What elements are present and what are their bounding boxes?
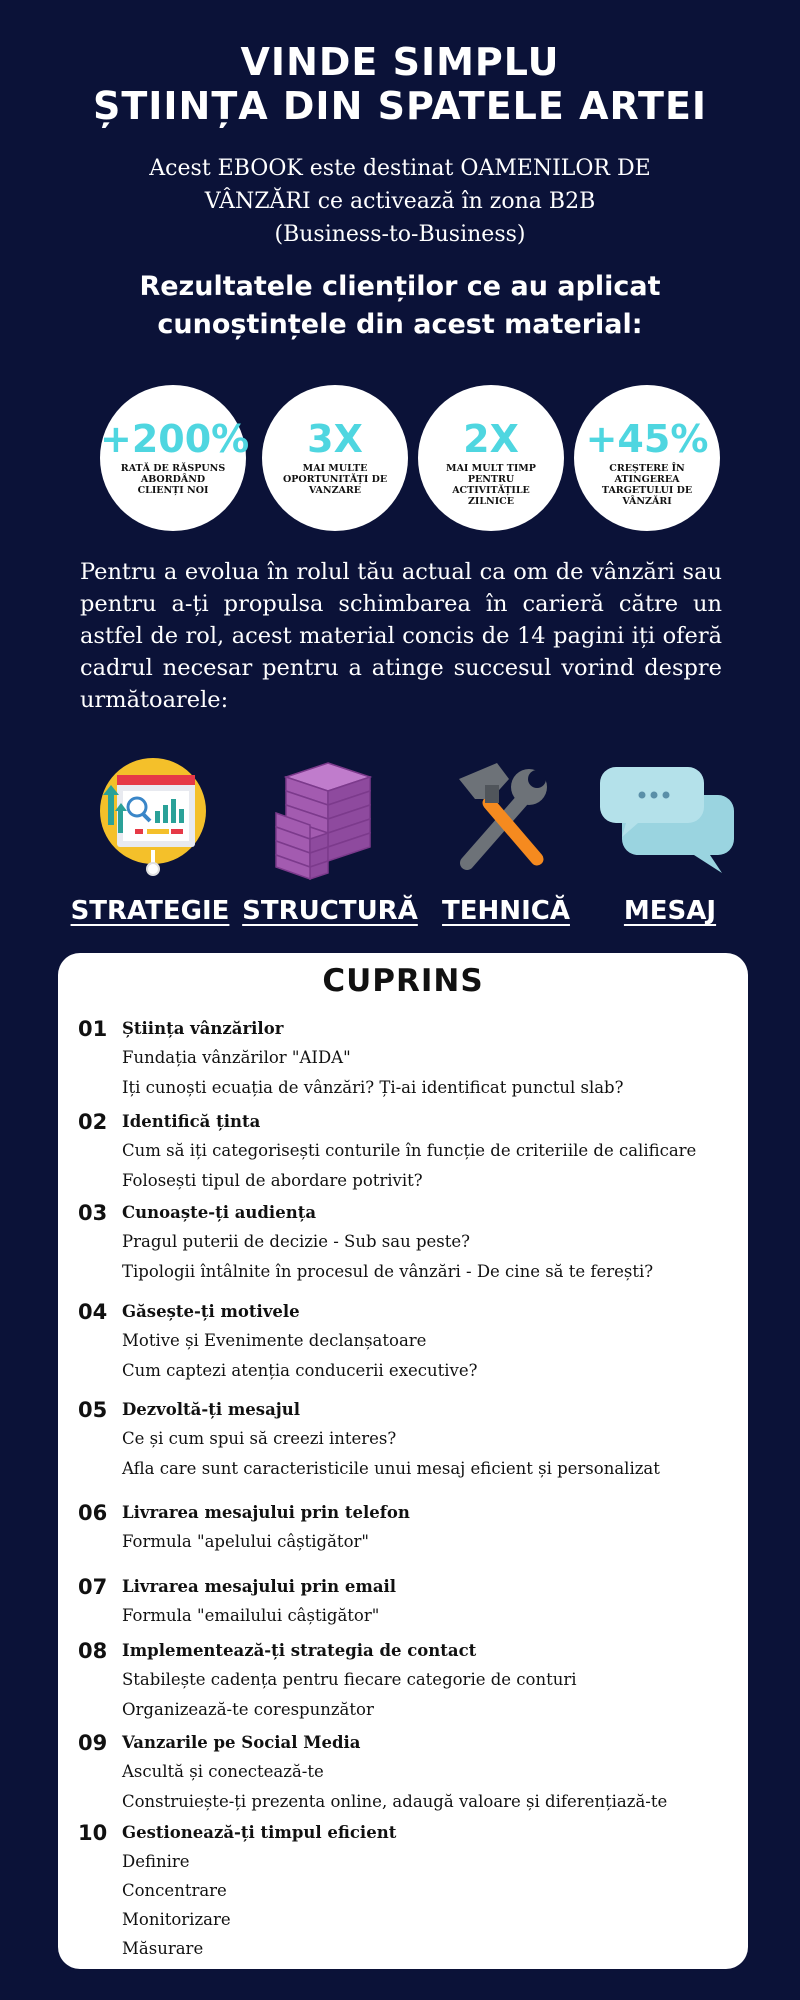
- toc-section-title: Cunoaște-ți audiența: [122, 1203, 317, 1222]
- toc-item: Monitorizare: [122, 1910, 231, 1929]
- toc-item: Motive și Evenimente declanșatoare: [122, 1331, 427, 1350]
- intro-line-3: (Business-to-Business): [274, 222, 526, 247]
- toc-item: Organizează-te corespunzător: [122, 1700, 374, 1719]
- toc-item: Definire: [122, 1852, 190, 1871]
- toc-item: Tipologii întâlnite în procesul de vânzări - De cine să te ferești?: [122, 1262, 654, 1281]
- toc-item: Concentrare: [122, 1881, 227, 1900]
- toc-item: Afla care sunt caracteristicile unui mesaj eficient și personalizat: [122, 1459, 660, 1478]
- results-heading: [60, 268, 740, 344]
- toc-item: Formula "apelului câștigător": [122, 1532, 369, 1551]
- table-of-contents: [58, 953, 748, 1969]
- toc-item: Construiește-ți prezenta online, adaugă valoare și diferențiază-te: [122, 1792, 668, 1811]
- toc-section-number: 10: [78, 1821, 108, 1845]
- stat-caption: CREȘTERE ÎN ATINGEREA TARGETULUI DE VÂNZĂRI: [601, 463, 693, 507]
- description-paragraph: Pentru a evolua în rolul tău actual ca om de vânzări sau pentru a-ți propulsa schimbarea în carieră către un astfel de rol, acest material concis de 14 pagini iți oferă cadrul necesar pentru a atinge succesul vorind despre următoarele:: [80, 559, 722, 713]
- title-line-2: ȘTIINȚA DIN SPATELE ARTEI: [92, 84, 708, 128]
- pillar-label-technique: TEHNICĂ: [442, 896, 570, 926]
- page-title: [0, 40, 800, 128]
- title-line-1: VINDE SIMPLU: [240, 40, 560, 84]
- toc-item: Ascultă și conectează-te: [122, 1762, 324, 1781]
- toc-item: Ce și cum spui să creezi interes?: [122, 1429, 397, 1448]
- toc-section-title: Identifică ținta: [122, 1112, 261, 1131]
- toc-section-number: 07: [78, 1575, 108, 1599]
- toc-section-number: 04: [78, 1300, 108, 1324]
- pillar-label-structure: STRUCTURĂ: [242, 896, 418, 926]
- toc-section-number: 06: [78, 1501, 108, 1525]
- toc-section-number: 08: [78, 1639, 108, 1663]
- toc-section-title: Găsește-ți motivele: [122, 1302, 300, 1321]
- stacked-blocks-icon: [270, 755, 386, 881]
- stat-value: +200%: [100, 417, 250, 461]
- toc-section-title: Știința vânzărilor: [122, 1019, 284, 1038]
- toc-section-number: 01: [78, 1017, 108, 1041]
- chat-bubbles-icon: [598, 755, 738, 881]
- pillar-label-message: MESAJ: [623, 896, 717, 926]
- stat-caption: RATĂ DE RĂSPUNS ABORDÂND CLIENȚI NOI: [120, 463, 226, 496]
- toc-item: Folosești tipul de abordare potrivit?: [122, 1171, 423, 1190]
- results-heading-line-2: cunoștințele din acest material:: [157, 309, 643, 340]
- toc-item: Pragul puterii de decizie - Sub sau peste?: [122, 1232, 470, 1251]
- stat-caption: MAI MULT TIMP PENTRU ACTIVITĂȚILE ZILNICE: [446, 463, 536, 507]
- toc-item: Măsurare: [122, 1939, 204, 1958]
- intro-line-2: VÂNZĂRI ce activează în zona B2B: [204, 189, 596, 214]
- toc-item: Stabilește cadența pentru fiecare categorie de conturi: [122, 1670, 577, 1689]
- stat-circle-target: [574, 385, 720, 531]
- intro-line-1: Acest EBOOK este destinat OAMENILOR DE: [149, 156, 651, 181]
- toc-section-number: 05: [78, 1398, 108, 1422]
- stat-circle-response-rate: [100, 385, 250, 531]
- toc-section-title: Implementează-ți strategia de contact: [122, 1641, 477, 1660]
- toc-section-title: Livrarea mesajului prin email: [122, 1577, 397, 1596]
- toc-item: Iți cunoști ecuația de vânzări? Ți-ai identificat punctul slab?: [122, 1078, 624, 1097]
- stats-row: [0, 385, 800, 535]
- toc-item: Fundația vânzărilor "AIDA": [122, 1048, 351, 1067]
- stat-circle-opportunities: [262, 385, 408, 531]
- stat-circle-time: [418, 385, 564, 531]
- toc-section-number: 02: [78, 1110, 108, 1134]
- strategy-board-icon: [95, 755, 211, 881]
- toc-item: Formula "emailului câștigător": [122, 1606, 380, 1625]
- intro-text: [110, 152, 690, 251]
- stat-caption: MAI MULTE OPORTUNITĂȚI DE VANZARE: [282, 463, 388, 496]
- results-heading-line-1: Rezultatele clienților ce au aplicat: [139, 271, 661, 302]
- toc-title: CUPRINS: [322, 963, 484, 999]
- toc-section-title: Livrarea mesajului prin telefon: [122, 1503, 410, 1522]
- stat-value: 2X: [463, 417, 519, 461]
- toc-section-title: Vanzarile pe Social Media: [122, 1733, 361, 1752]
- toc-section-title: Gestionează-ți timpul eficient: [122, 1823, 397, 1842]
- toc-section-number: 09: [78, 1731, 108, 1755]
- hammer-wrench-icon: [445, 755, 561, 881]
- toc-item: Cum captezi atenția conducerii executive?: [122, 1361, 478, 1380]
- stat-value: +45%: [585, 417, 709, 461]
- toc-section-number: 03: [78, 1201, 108, 1225]
- stat-value: 3X: [307, 417, 363, 461]
- toc-item: Cum să iți categorisești conturile în funcție de criteriile de calificare: [122, 1141, 697, 1160]
- pillar-label-strategy: STRATEGIE: [70, 896, 230, 926]
- toc-section-title: Dezvoltă-ți mesajul: [122, 1400, 301, 1419]
